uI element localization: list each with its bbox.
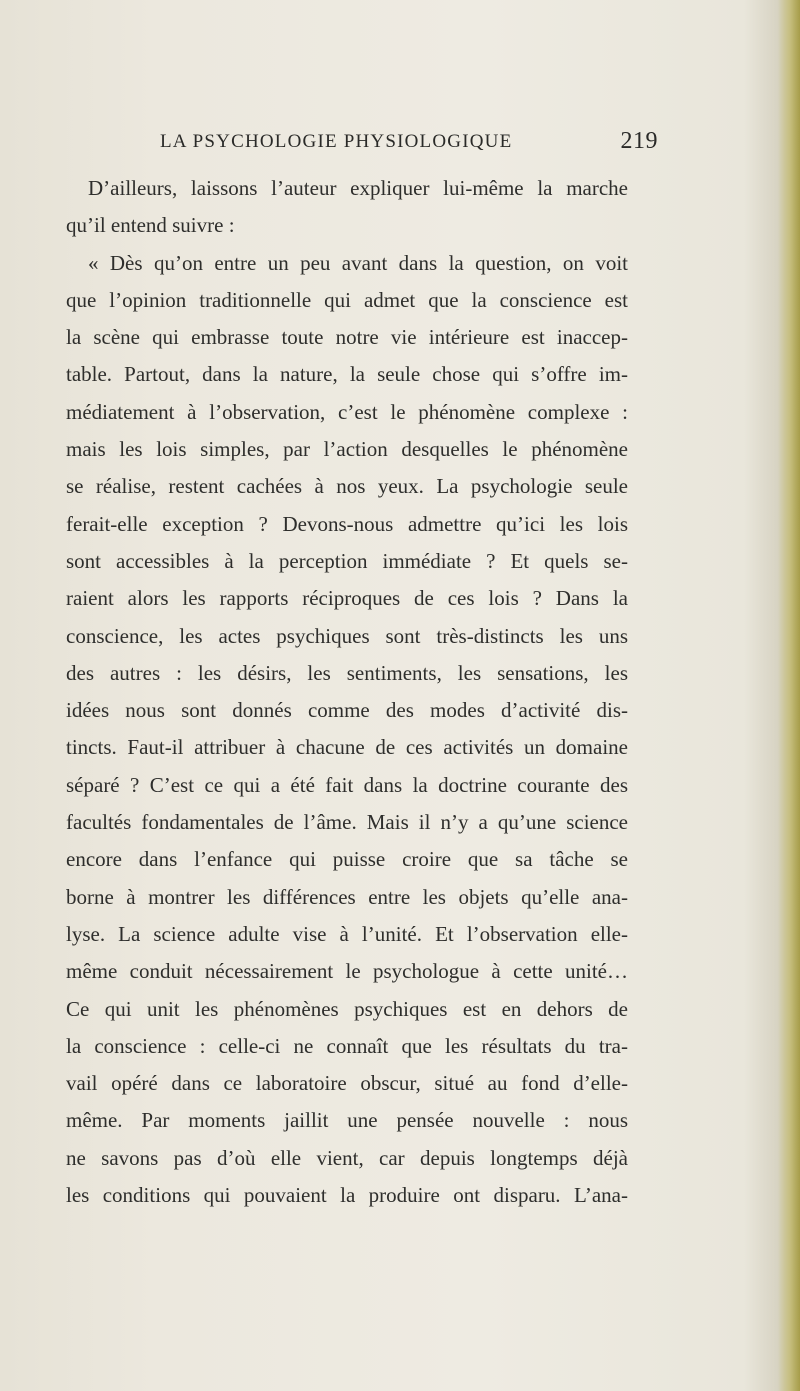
running-header xyxy=(160,128,680,157)
text-line: la scène qui embrasse toute notre vie intérieure est inaccep- xyxy=(66,325,628,350)
text-line: que l’opinion traditionnelle qui admet que la conscience est xyxy=(66,287,628,312)
text-line: borne à montrer les différences entre les objets qu’elle ana- xyxy=(66,884,628,909)
text-line: la conscience : celle-ci ne connaît que les résultats du tra- xyxy=(66,1033,628,1058)
text-line: mais les lois simples, par l’action desquelles le phénomène xyxy=(66,437,628,462)
text-line: se réalise, restent cachées à nos yeux. La psychologie seule xyxy=(66,474,628,499)
text-line: vail opéré dans ce laboratoire obscur, situé au fond d’elle- xyxy=(66,1071,628,1096)
text-line: « Dès qu’on entre un peu avant dans la question, on voit xyxy=(88,250,628,275)
page-number: 219 xyxy=(620,128,658,154)
text-line: raient alors les rapports réciproques de ces lois ? Dans la xyxy=(66,586,628,611)
text-line: idées nous sont donnés comme des modes d’activité dis- xyxy=(66,698,628,723)
text-line: ferait-elle exception ? Devons-nous admettre qu’ici les lois xyxy=(66,511,628,536)
text-line: conscience, les actes psychiques sont très-distincts les uns xyxy=(66,623,628,648)
running-title: LA PSYCHOLOGIE PHYSIOLOGIQUE xyxy=(160,131,513,152)
text-line: qu’il entend suivre : xyxy=(66,213,235,238)
text-line: sont accessibles à la perception immédiate ? Et quels se- xyxy=(66,548,628,573)
text-line: tincts. Faut-il attribuer à chacune de ces activités un domaine xyxy=(66,735,628,760)
page-edge-shadow xyxy=(778,0,800,1391)
body-text xyxy=(66,170,628,1214)
text-line: des autres : les désirs, les sentiments, les sensations, les xyxy=(66,660,628,685)
text-line: même conduit nécessairement le psychologue à cette unité… xyxy=(66,959,628,984)
text-line: séparé ? C’est ce qui a été fait dans la doctrine courante des xyxy=(66,772,628,797)
text-line: D’ailleurs, laissons l’auteur expliquer lui-même la marche xyxy=(88,176,628,200)
text-line: encore dans l’enfance qui puisse croire que sa tâche se xyxy=(66,847,628,872)
text-line: table. Partout, dans la nature, la seule chose qui s’offre im- xyxy=(66,362,628,387)
text-line: les conditions qui pouvaient la produire ont disparu. L’ana- xyxy=(66,1183,628,1208)
text-line: facultés fondamentales de l’âme. Mais il n’y a qu’une science xyxy=(66,810,628,835)
text-line: lyse. La science adulte vise à l’unité. Et l’observation elle- xyxy=(66,921,628,946)
text-line: médiatement à l’observation, c’est le phénomène complexe : xyxy=(66,399,628,424)
text-line: Ce qui unit les phénomènes psychiques est en dehors de xyxy=(66,996,628,1021)
text-line: même. Par moments jaillit une pensée nouvelle : nous xyxy=(66,1108,628,1133)
text-line: ne savons pas d’où elle vient, car depuis longtemps déjà xyxy=(66,1145,628,1170)
